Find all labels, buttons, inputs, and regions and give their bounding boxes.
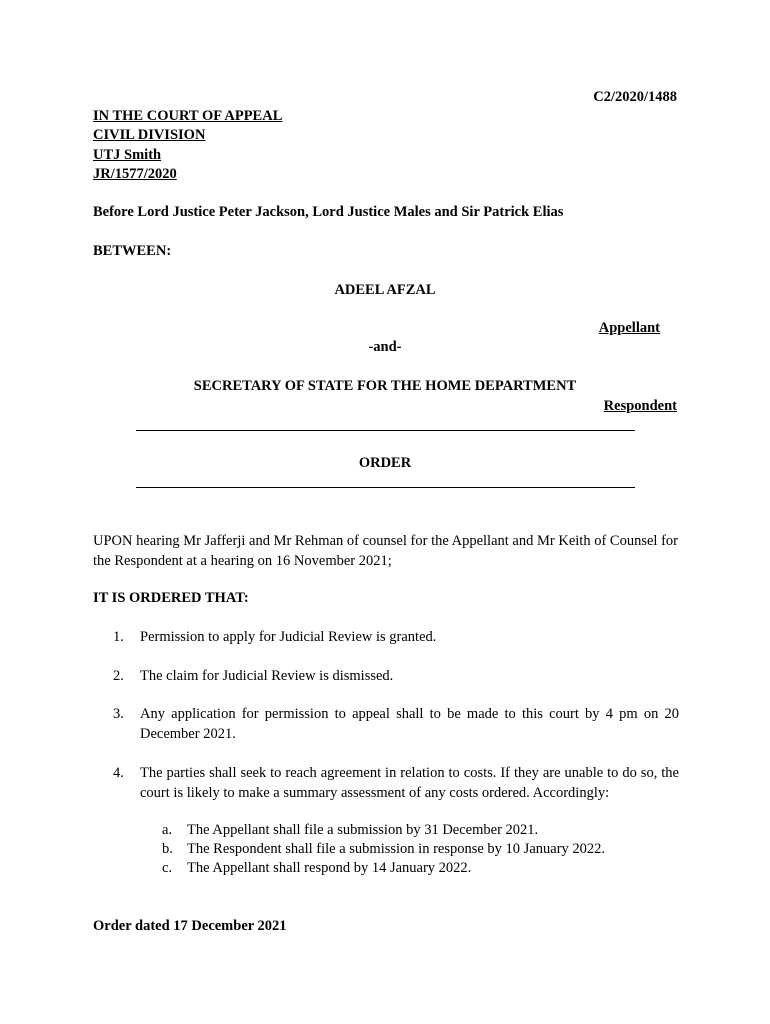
ordered-heading: IT IS ORDERED THAT: bbox=[93, 590, 249, 606]
appellant-label: Appellant bbox=[598, 320, 660, 336]
item-number: 1. bbox=[113, 629, 124, 645]
order-date: Order dated 17 December 2021 bbox=[93, 918, 287, 934]
item-text: Permission to apply for Judicial Review is granted. bbox=[140, 629, 437, 645]
subitem-letter: b. bbox=[162, 841, 173, 857]
between-label: BETWEEN: bbox=[93, 243, 172, 259]
subitem-letter: a. bbox=[162, 822, 173, 838]
upon-paragraph: UPON hearing Mr Jafferji and Mr Rehman of counsel for the Appellant and Mr Keith of Counsel for the Respondent at a hearing on 16 November 2021; bbox=[93, 533, 678, 569]
and-separator: -and- bbox=[368, 339, 402, 355]
respondent-name: SECRETARY OF STATE FOR THE HOME DEPARTMENT bbox=[193, 378, 577, 394]
subitem-letter: c. bbox=[162, 860, 173, 876]
lower-judge: UTJ Smith bbox=[93, 147, 162, 163]
respondent-label: Respondent bbox=[603, 398, 677, 414]
subitem-text: The Respondent shall file a submission in response by 10 January 2022. bbox=[187, 841, 606, 857]
lower-ref: JR/1577/2020 bbox=[93, 166, 177, 182]
item-number: 3. bbox=[113, 706, 124, 722]
subitem-text: The Appellant shall file a submission by 31 December 2021. bbox=[187, 822, 539, 838]
item-text: The claim for Judicial Review is dismissed. bbox=[140, 668, 394, 684]
item-text: The parties shall seek to reach agreement in relation to costs. If they are unable to do so, the court is likely to make a summary assessment of any costs ordered. Accordingly: bbox=[140, 765, 679, 801]
item-number: 2. bbox=[113, 668, 124, 684]
item-text: Any application for permission to appeal shall to be made to this court by 4 pm on 20 December 2021. bbox=[140, 706, 679, 742]
appellant-name: ADEEL AFZAL bbox=[334, 282, 436, 298]
subitem-text: The Appellant shall respond by 14 January 2022. bbox=[187, 860, 472, 876]
bench-line: Before Lord Justice Peter Jackson, Lord Justice Males and Sir Patrick Elias bbox=[93, 204, 564, 220]
case-number: C2/2020/1488 bbox=[593, 89, 677, 105]
item-number: 4. bbox=[113, 765, 124, 781]
order-title: ORDER bbox=[358, 455, 412, 471]
bottom-rule bbox=[136, 487, 635, 488]
court-name: IN THE COURT OF APPEAL bbox=[93, 108, 283, 124]
top-rule bbox=[136, 430, 635, 431]
court-division: CIVIL DIVISION bbox=[93, 127, 206, 143]
